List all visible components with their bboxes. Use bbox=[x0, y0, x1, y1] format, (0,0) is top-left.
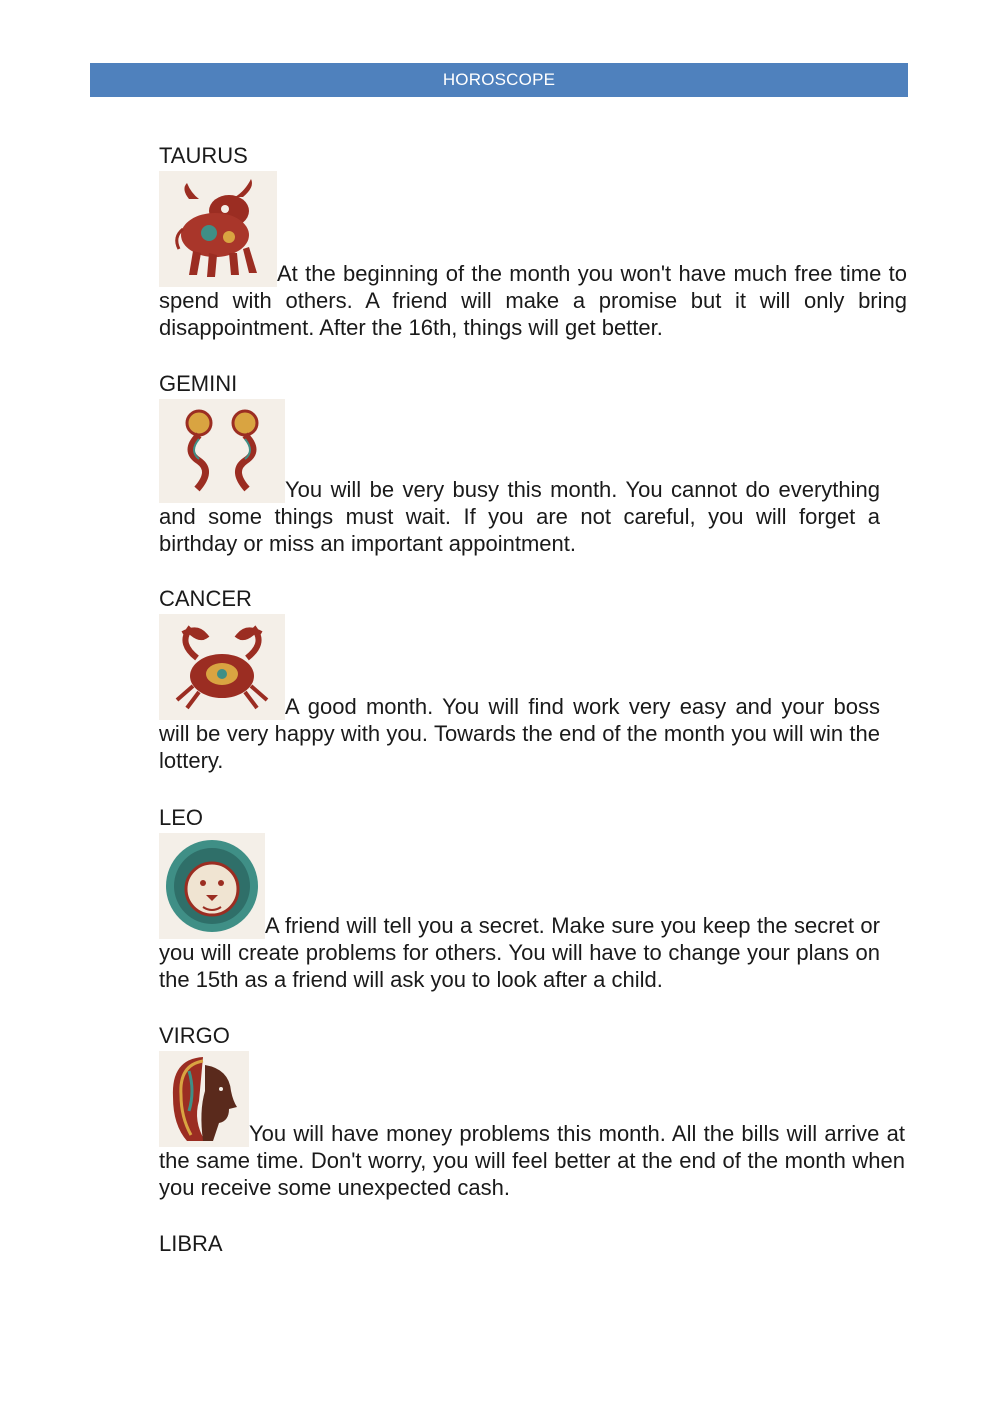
page-title-banner bbox=[90, 63, 908, 97]
page-title: HOROSCOPE bbox=[442, 70, 556, 89]
cancer-crab-icon bbox=[159, 614, 285, 720]
sign-title: LEO bbox=[159, 805, 204, 830]
sign-virgo bbox=[159, 1023, 905, 1201]
sign-title: CANCER bbox=[159, 586, 252, 611]
sign-leo bbox=[159, 805, 880, 993]
sign-title: TAURUS bbox=[159, 143, 248, 168]
leo-lion-icon bbox=[159, 833, 265, 939]
taurus-bull-icon bbox=[159, 171, 277, 287]
sign-title: VIRGO bbox=[159, 1023, 230, 1048]
sign-description: A good month. You will find work very easy and your boss will be very happy with you. Towards the end of the month you will win the lottery. bbox=[159, 614, 880, 774]
sign-title: LIBRA bbox=[159, 1231, 223, 1256]
gemini-twins-icon bbox=[159, 399, 285, 503]
sign-description: A friend will tell you a secret. Make sure you keep the secret or you will create problems for others. You will have to change your plans on the 15th as a friend will ask you to look after a child. bbox=[159, 833, 880, 993]
sign-taurus bbox=[159, 143, 907, 341]
sign-description: You will be very busy this month. You cannot do everything and some things must wait. If you are not careful, you will forget a birthday or miss an important appointment. bbox=[159, 399, 880, 557]
sign-libra bbox=[159, 1231, 909, 1259]
sign-gemini bbox=[159, 371, 880, 557]
virgo-maiden-icon bbox=[159, 1051, 249, 1147]
sign-description: At the beginning of the month you won't have much free time to spend with others. A friend will make a promise but it will only bring disappointment. After the 16th, things will get better. bbox=[159, 171, 907, 341]
sign-title: GEMINI bbox=[159, 371, 238, 396]
sign-cancer bbox=[159, 586, 880, 774]
sign-description: You will have money problems this month. All the bills will arrive at the same time. Don't worry, you will feel better at the end of the month when you receive some unexpected cash. bbox=[159, 1051, 905, 1201]
